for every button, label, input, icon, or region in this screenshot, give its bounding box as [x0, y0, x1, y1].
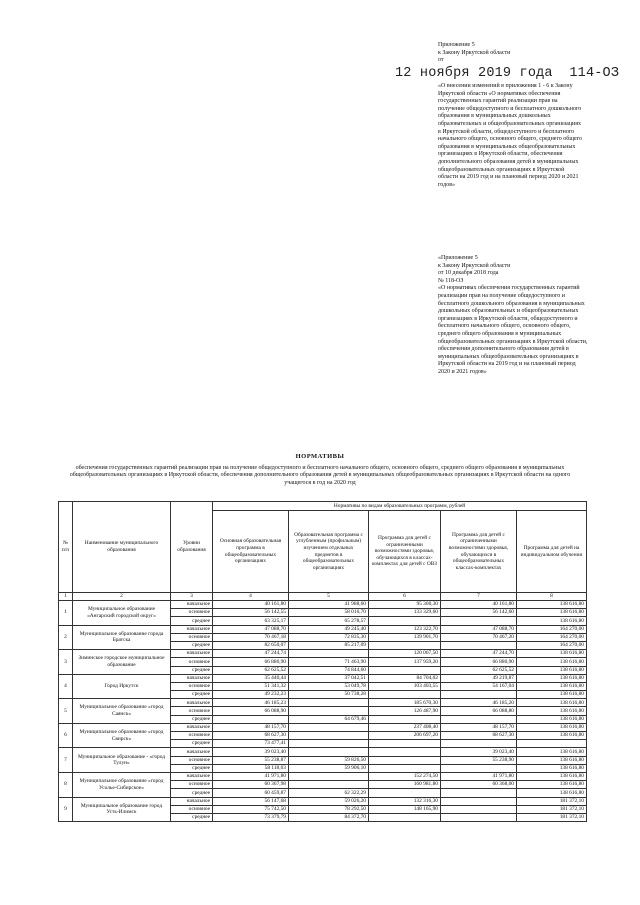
- norm-value: 185 670,30: [369, 699, 441, 707]
- norm-value: 51 341,32: [213, 682, 289, 690]
- norm-value: 46 185,23: [213, 699, 289, 707]
- norm-value: 49 245,40: [289, 625, 369, 633]
- education-level: основное: [171, 756, 213, 764]
- header-col6: Программа для детей с ограниченными возможностями здоровья, обучающихся в классах-комплектах для детей с ОВЗ: [369, 511, 441, 593]
- norm-value: 84 372,70: [289, 813, 369, 821]
- norm-value: 137 959,20: [369, 658, 441, 666]
- norm-value: 66 088,90: [213, 707, 289, 715]
- norm-value: 138 616,80: [517, 764, 587, 772]
- norm-value: 39 023,40: [213, 748, 289, 756]
- norm-value: 181 372,10: [517, 813, 587, 821]
- norm-value: 71 463,90: [289, 658, 369, 666]
- previous-annex-line1: «Приложение 5: [438, 255, 478, 261]
- header-name: Наименование муниципального образования: [73, 502, 171, 593]
- norm-value: 133 329,60: [369, 609, 441, 617]
- col-number: 7: [441, 593, 517, 601]
- table-row: [59, 601, 587, 609]
- norm-value: 164 270,00: [517, 641, 587, 649]
- norm-value: 72 835,30: [289, 633, 369, 641]
- education-level: среднее: [171, 666, 213, 674]
- education-level: основное: [171, 781, 213, 789]
- norm-value: 56 142,60: [441, 609, 517, 617]
- norm-value: [289, 707, 369, 715]
- norm-value: [369, 715, 441, 723]
- norm-value: [369, 789, 441, 797]
- norm-value: 138 616,80: [517, 772, 587, 780]
- norm-value: 47 088,70: [213, 625, 289, 633]
- header-col5: Образовательная программа с углубленным (профильным) изучением отдельных предметов в общеобразовательных организациях: [289, 511, 369, 593]
- norm-value: 120 067,50: [369, 650, 441, 658]
- education-level: среднее: [171, 641, 213, 649]
- norm-value: 138 616,80: [517, 699, 587, 707]
- norm-value: 56 147,68: [213, 797, 289, 805]
- row-number: 3: [59, 650, 73, 675]
- norm-value: 58 118,03: [213, 764, 289, 772]
- norm-value: 62 625,52: [213, 666, 289, 674]
- annex-header-line3: от: [438, 57, 444, 64]
- norm-value: 55 238,90: [441, 756, 517, 764]
- education-level: начальное: [171, 772, 213, 780]
- norm-value: [369, 813, 441, 821]
- education-level: среднее: [171, 617, 213, 625]
- education-level: начальное: [171, 797, 213, 805]
- norm-value: 47 088,70: [441, 625, 517, 633]
- norm-value: 41 971,80: [441, 772, 517, 780]
- table-row: [59, 772, 587, 780]
- norm-value: 63 325,17: [213, 617, 289, 625]
- education-level: начальное: [171, 748, 213, 756]
- municipality-name: Муниципальное образование «город Усолье-Сибирское»: [73, 772, 171, 797]
- header-num: № п/п: [59, 502, 73, 593]
- annex-header: [438, 42, 588, 65]
- norm-value: [289, 781, 369, 789]
- table-row: [59, 748, 587, 756]
- education-level: начальное: [171, 723, 213, 731]
- norm-value: 47 244,74: [213, 650, 289, 658]
- municipality-name: Муниципальное образование города Братска: [73, 625, 171, 650]
- norm-value: 66 880,90: [213, 658, 289, 666]
- norm-value: 138 616,80: [517, 650, 587, 658]
- norm-value: 62 322,29: [289, 789, 369, 797]
- norm-value: 138 616,80: [517, 601, 587, 609]
- row-number: 4: [59, 674, 73, 699]
- norms-table: [58, 501, 587, 822]
- norm-value: 60 367,98: [213, 781, 289, 789]
- education-level: начальное: [171, 699, 213, 707]
- norm-value: 148 165,90: [369, 805, 441, 813]
- norm-value: 41 971,80: [213, 772, 289, 780]
- norm-value: [441, 789, 517, 797]
- norm-value: 206 697,20: [369, 732, 441, 740]
- norm-value: 56 142,55: [213, 609, 289, 617]
- norm-value: 132 316,30: [369, 797, 441, 805]
- norm-value: [441, 740, 517, 748]
- previous-annex-text: «О нормативах обеспечения государственных гарантий реализации прав на получение общедоступного и бесплатного дошкольного образования в муниципальных дошкольных образовательных и общеобразовательных организациях в Иркутской области, общедоступного и бесплатного начального общего, основного общего, среднего общего образования в муниципальных общеобразовательных организациях в Иркутской области, обеспечения дополнительного образования детей в муниципальных общеобразовательных организациях в Иркутской области на 2019 год и на плановый период 2020 и 2021 годов»: [438, 285, 588, 375]
- amendment-text: «О внесении изменений в приложения 1 - 6 к Закону Иркутской области «О нормативах обеспечения государственных гарантий реализации прав на получение общедоступного и бесплатного дошкольного образования в муниципальных дошкольных образовательных и общеобразовательных организациях в Иркутской области, общедоступного и бесплатного начального общего, основного общего, среднего общего образования в муниципальных общеобразовательных организациях в Иркутской области, обеспечения дополнительного образования детей в муниципальных общеобразовательных организациях в Иркутской области на 2019 год и на плановый период 2020 и 2021 годов»: [438, 83, 582, 188]
- norm-value: [369, 756, 441, 764]
- norm-value: 138 616,80: [517, 748, 587, 756]
- education-level: основное: [171, 707, 213, 715]
- norm-value: [369, 748, 441, 756]
- education-level: основное: [171, 805, 213, 813]
- norm-value: 68 627,30: [213, 732, 289, 740]
- norm-value: 49 232,23: [213, 691, 289, 699]
- row-number: 2: [59, 625, 73, 650]
- row-number: 7: [59, 748, 73, 773]
- row-number: 8: [59, 772, 73, 797]
- col-number: 3: [171, 593, 213, 601]
- education-level: среднее: [171, 764, 213, 772]
- norm-value: [441, 805, 517, 813]
- education-level: основное: [171, 609, 213, 617]
- norm-value: 138 616,80: [517, 609, 587, 617]
- education-level: основное: [171, 732, 213, 740]
- norm-value: 62 625,52: [441, 666, 517, 674]
- norm-value: [441, 715, 517, 723]
- norm-value: 59 826,50: [289, 756, 369, 764]
- norm-value: 139 901,70: [369, 633, 441, 641]
- previous-annex-line4: № 118-ОЗ: [438, 277, 464, 284]
- norm-value: [441, 764, 517, 772]
- col-number: 5: [289, 593, 369, 601]
- norm-value: 75 742,50: [213, 805, 289, 813]
- norm-value: 126 487,90: [369, 707, 441, 715]
- header-col4: Основная образовательная программа в общеобразовательных организациях: [213, 511, 289, 593]
- norm-value: 84 704,02: [369, 674, 441, 682]
- education-level: основное: [171, 658, 213, 666]
- table-row: [59, 723, 587, 731]
- municipality-name: Зиминское городское муниципальное образование: [73, 650, 171, 675]
- norm-value: [289, 772, 369, 780]
- norm-value: 68 627,30: [441, 732, 517, 740]
- header-col8: Программа для детей на индивидуальном обучении: [517, 511, 587, 593]
- norm-value: [441, 617, 517, 625]
- education-level: основное: [171, 633, 213, 641]
- norm-value: 66 880,90: [441, 658, 517, 666]
- norm-value: 53 049,78: [289, 682, 369, 690]
- norm-value: 60 368,00: [441, 781, 517, 789]
- municipality-name: Город Иркутск: [73, 674, 171, 699]
- norm-value: 78 292,50: [289, 805, 369, 813]
- norm-value: 164 270,00: [517, 625, 587, 633]
- norm-value: 138 616,80: [517, 732, 587, 740]
- norm-value: 47 244,70: [441, 650, 517, 658]
- norm-value: [369, 641, 441, 649]
- norm-value: [289, 732, 369, 740]
- stamp-date: 12 ноября 2019 года: [395, 66, 553, 81]
- row-number: 5: [59, 699, 73, 724]
- norm-value: 59 026,20: [289, 797, 369, 805]
- norm-value: 138 616,80: [517, 756, 587, 764]
- header-col7: Программа для детей с ограниченными возможностями здоровья, обучающихся в общеобразовательных классах-комплектах: [441, 511, 517, 593]
- norm-value: 54 167,04: [441, 682, 517, 690]
- norm-value: [289, 650, 369, 658]
- education-level: среднее: [171, 789, 213, 797]
- norm-value: 48 157,70: [441, 723, 517, 731]
- norm-value: [517, 740, 587, 748]
- norm-value: [289, 740, 369, 748]
- norm-value: 160 981,80: [369, 781, 441, 789]
- norm-value: 138 616,80: [517, 715, 587, 723]
- norm-value: 66 088,80: [441, 707, 517, 715]
- norm-value: 58 016,70: [289, 609, 369, 617]
- norm-value: 49 219,87: [441, 674, 517, 682]
- norm-value: [289, 723, 369, 731]
- norm-value: 138 616,80: [517, 781, 587, 789]
- norm-value: 138 616,80: [517, 666, 587, 674]
- norm-value: [369, 617, 441, 625]
- norm-value: 50 738,28: [289, 691, 369, 699]
- norms-table-body: [59, 601, 587, 822]
- norm-value: [441, 641, 517, 649]
- education-level: среднее: [171, 740, 213, 748]
- norm-value: 138 616,80: [517, 682, 587, 690]
- norm-value: 41 988,60: [289, 601, 369, 609]
- col-number: 8: [517, 593, 587, 601]
- table-row: [59, 625, 587, 633]
- education-level: среднее: [171, 691, 213, 699]
- norm-value: 39 023,40: [441, 748, 517, 756]
- norm-value: 46 185,20: [441, 699, 517, 707]
- norm-value: 70 467,18: [213, 633, 289, 641]
- norm-value: 85 217,09: [289, 641, 369, 649]
- norm-value: [441, 797, 517, 805]
- norm-value: 138 616,80: [517, 707, 587, 715]
- norm-value: 164 270,00: [517, 633, 587, 641]
- norm-value: 74 844,60: [289, 666, 369, 674]
- row-number: 6: [59, 723, 73, 748]
- table-row: [59, 699, 587, 707]
- row-number: 1: [59, 601, 73, 626]
- norm-value: [369, 691, 441, 699]
- norm-value: 64 679,46: [289, 715, 369, 723]
- municipality-name: Муниципальное образование - «город Тулун»: [73, 748, 171, 773]
- norm-value: 138 616,80: [517, 789, 587, 797]
- municipality-name: Муниципальное образование «Ангарский городской округ»: [73, 601, 171, 626]
- header-group: Нормативы по видам образовательных программ, рублей: [213, 502, 587, 511]
- law-date-stamp: [395, 66, 619, 81]
- education-level: начальное: [171, 650, 213, 658]
- norm-value: [369, 764, 441, 772]
- norm-value: [441, 813, 517, 821]
- norm-value: 37 042,51: [289, 674, 369, 682]
- norm-value: 95 300,30: [369, 601, 441, 609]
- col-number: 2: [73, 593, 171, 601]
- norm-value: 123 322,70: [369, 625, 441, 633]
- col-number: 6: [369, 593, 441, 601]
- education-level: среднее: [171, 715, 213, 723]
- norm-value: 138 616,80: [517, 617, 587, 625]
- norm-value: 237 408,40: [369, 723, 441, 731]
- norm-value: 40 161,80: [441, 601, 517, 609]
- norm-value: [213, 715, 289, 723]
- education-level: начальное: [171, 674, 213, 682]
- norm-value: 181 372,10: [517, 797, 587, 805]
- row-number: 9: [59, 797, 73, 822]
- norm-value: 82 650,07: [213, 641, 289, 649]
- norm-value: 138 616,80: [517, 691, 587, 699]
- col-number: 4: [213, 593, 289, 601]
- norm-value: [289, 699, 369, 707]
- norm-value: [369, 740, 441, 748]
- norm-value: 138 616,80: [517, 723, 587, 731]
- previous-annex-line3: от 10 декабря 2018 года: [438, 270, 499, 277]
- annex-header-line1: Приложение 5: [438, 42, 475, 48]
- education-level: начальное: [171, 625, 213, 633]
- annex-header-line2: к Закону Иркутской области: [438, 49, 511, 56]
- norm-value: 65 278,57: [289, 617, 369, 625]
- table-row: [59, 650, 587, 658]
- norm-value: [289, 748, 369, 756]
- previous-annex-reference: [438, 255, 588, 377]
- norm-value: 59 906,10: [289, 764, 369, 772]
- norm-value: 181 372,10: [517, 805, 587, 813]
- norm-value: 138 616,80: [517, 674, 587, 682]
- norm-value: 60 459,87: [213, 789, 289, 797]
- table-row: [59, 674, 587, 682]
- municipality-name: Муниципальное образование город Усть-Илимск: [73, 797, 171, 822]
- education-level: основное: [171, 682, 213, 690]
- norm-value: 103 403,55: [369, 682, 441, 690]
- norm-value: 35 440,44: [213, 674, 289, 682]
- norm-value: 48 157,70: [213, 723, 289, 731]
- municipality-name: Муниципальное образование «город Саянск»: [73, 699, 171, 724]
- norm-value: 70 467,20: [441, 633, 517, 641]
- education-level: среднее: [171, 813, 213, 821]
- municipality-name: Муниципальное образование «город Свирск»: [73, 723, 171, 748]
- education-level: начальное: [171, 601, 213, 609]
- col-number: 1: [59, 593, 73, 601]
- norm-value: 40 161,80: [213, 601, 289, 609]
- document-subtitle: обеспечения государственных гарантий реализации прав на получение общедоступного и бесплатного начального общего, основного общего, среднего общего образования в муниципальных общеобразовательных организациях в Иркутской области, обеспечения дополнительного образования детей в муниципальных общеобразовательных организациях в Иркутской области на одного учащегося в год на 2020 год: [69, 465, 571, 486]
- norm-value: [441, 691, 517, 699]
- norm-value: [369, 666, 441, 674]
- norm-value: 73 477,41: [213, 740, 289, 748]
- table-row: [59, 797, 587, 805]
- document-title: НОРМАТИВЫ: [295, 453, 345, 460]
- norm-value: 138 616,80: [517, 658, 587, 666]
- norm-value: 73 379,79: [213, 813, 289, 821]
- column-numbers-row: [59, 593, 587, 601]
- norm-value: 55 238,87: [213, 756, 289, 764]
- norm-value: 152 274,50: [369, 772, 441, 780]
- header-level: Уровни образования: [171, 502, 213, 593]
- previous-annex-line2: к Закону Иркутской области: [438, 262, 511, 269]
- stamp-number: 114-ОЗ: [569, 66, 620, 81]
